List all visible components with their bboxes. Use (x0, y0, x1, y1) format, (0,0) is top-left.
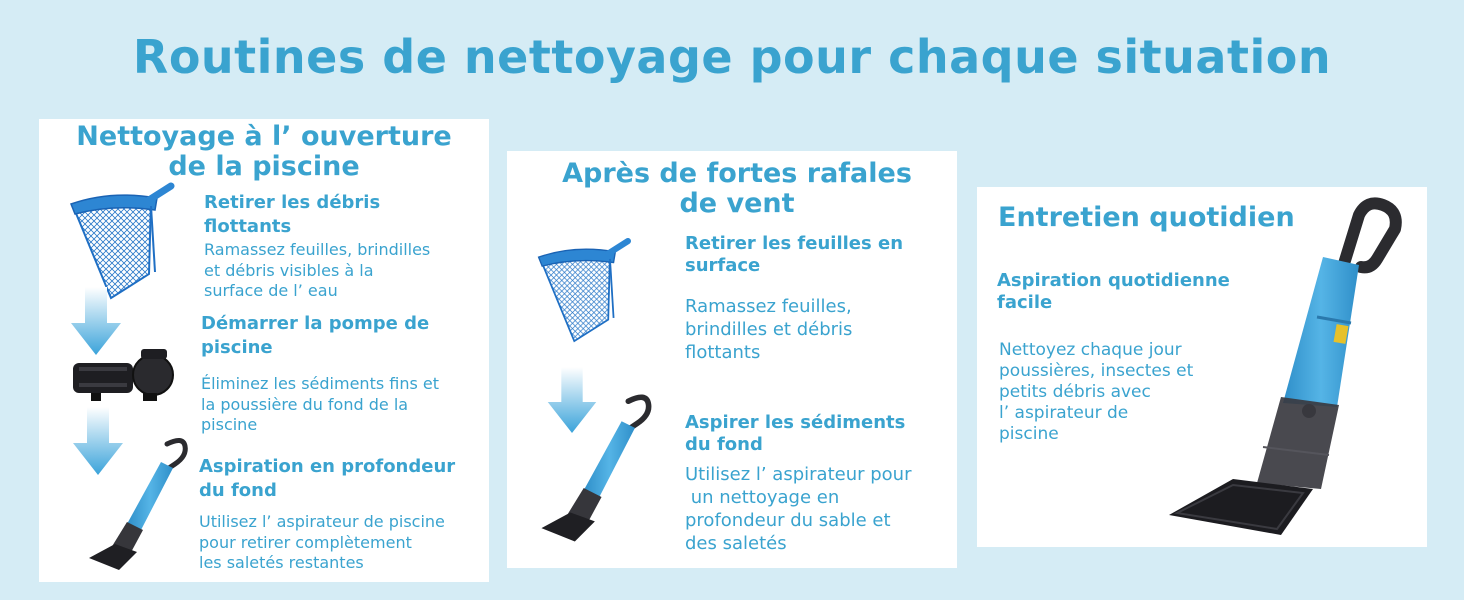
step-desc-line: surface de l’ eau (204, 281, 338, 300)
card-title (507, 159, 967, 219)
step-title-line: Démarrer la pompe de (201, 313, 430, 334)
step-desc-line: Utilisez l’ aspirateur de piscine (199, 512, 445, 531)
step-desc-line: Nettoyez chaque jour (999, 340, 1182, 360)
step-title-vacuum-sediment (685, 412, 905, 456)
pool-vacuum-icon (85, 434, 191, 574)
step-desc-line: un nettoyage en (685, 487, 840, 508)
step-title-remove-leaves (685, 233, 903, 277)
card-title-line: de vent (679, 188, 795, 219)
card-title (39, 122, 489, 182)
step-desc-line: flottants (685, 342, 761, 363)
step-title-line: Retirer les feuilles en (685, 233, 904, 254)
card-title-line: Entretien quotidien (998, 202, 1295, 233)
step-desc-line: brindilles et débris (685, 319, 853, 340)
step-title-start-pump (201, 312, 429, 360)
step-title-line: surface (685, 255, 761, 276)
down-arrow-icon (71, 287, 121, 355)
step-desc-deep-vacuum (199, 512, 445, 574)
card-title-line: de la piscine (168, 151, 360, 182)
step-desc-remove-leaves (685, 295, 852, 364)
step-desc-remove-debris (204, 240, 430, 302)
step-desc-line: piscine (999, 424, 1059, 444)
step-desc-line: piscine (201, 415, 258, 434)
step-title-line: du fond (685, 434, 763, 455)
card-title-line: Après de fortes rafales (562, 158, 912, 189)
step-desc-start-pump (201, 374, 439, 436)
step-title-line: Retirer les débris (204, 192, 381, 213)
skimmer-net-icon (67, 182, 179, 304)
step-desc-line: pour retirer complètement (199, 532, 412, 552)
skimmer-net-icon (535, 237, 635, 347)
step-desc-line: les saletés restantes (199, 553, 364, 572)
step-title-line: Aspiration en profondeur (199, 456, 456, 477)
step-desc-line: Éliminez les sédiments fins et (201, 374, 440, 393)
step-title-line: du fond (199, 480, 277, 501)
pool-vacuum-icon (1163, 197, 1413, 537)
step-title-line: facile (997, 292, 1053, 313)
page-title: Routines de nettoyage pour chaque situation (132, 30, 1332, 84)
step-desc-line: poussières, insectes et (999, 361, 1194, 381)
pool-vacuum-icon (537, 389, 655, 547)
card-pool-opening (39, 119, 489, 582)
step-desc-line: la poussière du fond de la (201, 394, 409, 414)
card-daily-maintenance (977, 187, 1427, 547)
step-desc-line: Ramassez feuilles, brindilles (204, 240, 431, 259)
step-desc-line: profondeur du sable et (685, 510, 891, 531)
pool-pump-icon (71, 347, 175, 403)
step-desc-line: Utilisez l’ aspirateur pour (685, 464, 912, 485)
step-desc-vacuum-sediment (685, 463, 911, 555)
step-title-deep-vacuum (199, 455, 455, 503)
step-desc-line: des saletés (685, 533, 787, 554)
step-title-line: Aspirer les sédiments (685, 412, 906, 433)
step-title-line: piscine (201, 337, 273, 358)
step-desc-line: petits débris avec (999, 382, 1151, 402)
step-title-line: Aspiration quotidienne (997, 270, 1230, 291)
card-title-line: Nettoyage à l’ ouverture (76, 121, 452, 152)
card-after-wind (507, 151, 957, 568)
step-title-remove-debris (204, 191, 380, 239)
step-desc-line: et débris visibles à la (204, 260, 374, 280)
step-title-line: flottants (204, 216, 292, 237)
step-desc-line: Ramassez feuilles, (685, 296, 852, 317)
step-desc-line: l’ aspirateur de (999, 403, 1129, 423)
